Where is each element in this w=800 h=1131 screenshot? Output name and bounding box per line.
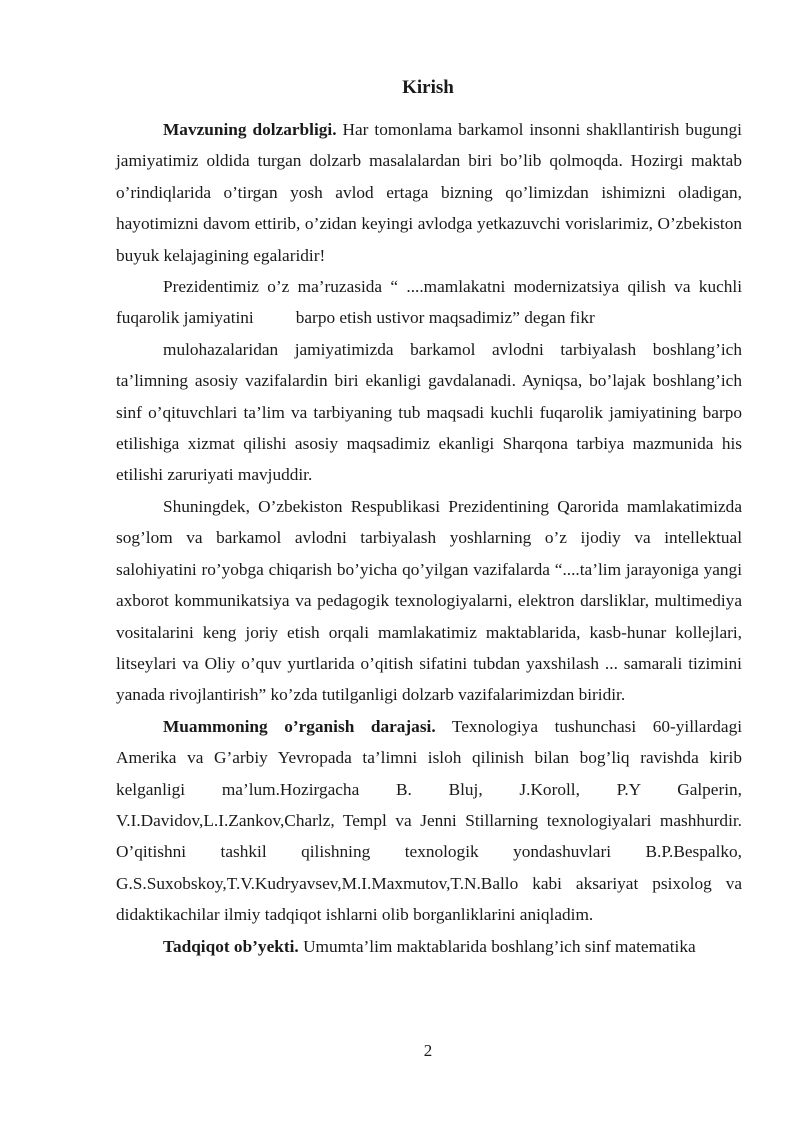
paragraph-resolution [116,491,742,711]
page-title: Kirish [402,77,454,98]
paragraph-text: Prezidentimiz o’z ma’ruzasida “ ....mamlakatni modernizatsiya qilish va kuchli fuqarolik jamiyatini [116,277,742,328]
paragraph-lead: Mavzuning dolzarbligi. [163,120,337,139]
paragraph-president-speech [116,271,742,334]
paragraph-lead: Tadqiqot ob’yekti. [163,936,299,956]
paragraph-text: mulohazalaridan jamiyatimizda barkamol avlodni tarbiyalash boshlang’ich ta’limning asosiy vazifalardin biri ekanligi gavdalanadi. Ayniqsa, bo’lajak boshlang’ich sinf o’qituvchlari ta’lim va tarbiyaning tub maqsadi kuchli fuqarolik jamiyatining barpo etilishiga xizmat qilishi asosiy maqsadimiz ekanligi Sharqona tarbiya mazmunida his etilishi zaruriyati mavjuddir. [116,339,742,485]
paragraph-relevance [116,114,742,271]
paragraph-lead: Muammoning o’rganish darajasi. [163,716,436,736]
paragraph-text-continued: barpo etish ustivor maqsadimiz” degan fikr [295,308,595,328]
paragraph-research-object [116,931,742,962]
document-body [116,114,742,962]
page-number: 2 [423,1041,433,1060]
paragraph-text: Har tomonlama barkamol insonni shakllantirish bugungi jamiyatimiz oldida turgan dolzarb masalalardan biri bo’lib qolmoqda. Hozirgi maktab o’rindiqlarida o’tirgan yosh avlod ertaga bizning qo’limizdan ishimizni oladigan, hayotimizni davom ettirib, o’zidan keyingi avlodga yetkazuvchi vorislarimiz, O’zbekiston buyuk kelajagining egalaridir! [116,120,742,265]
paragraph-study-level [116,711,742,931]
paragraph-text: Umumta’lim maktablarida boshlang’ich sinf matematika [298,936,696,956]
paragraph-conclusion [116,334,742,491]
paragraph-text: Texnologiya tushunchasi 60-yillardagi Amerika va G’arbiy Yevropada ta’limni isloh qilinish bilan bog’liq ravishda kirib kelganligi ma’lum.Hozirgacha B. Bluj, J.Koroll, P.Y Galperin, V.I.Davidov,L.I.Zankov,Charlz, Templ va Jenni Stillarning texnologiyalari mashhurdir. O’qitishni tashkil qilishning texnologik yondashuvlari B.P.Bespalko, G.S.Suxobskoy,T.V.Kudryavsev,M.I.Maxmutov,T.N.Ballo kabi aksariyat psixolog va didaktikachilar ilmiy tadqiqot ishlarni olib borganliklarini aniqladim. [116,716,743,925]
paragraph-text: Shuningdek, O’zbekiston Respublikasi Prezidentining Qarorida mamlakatimizda sog’lom va barkamol avlodni tarbiyalash yoshlarning o’z ijodiy va intellektual salohiyatini ro’yobga chiqarish bo’yicha qo’yilgan vazifalarda “....ta’lim jarayoniga yangi axborot kommunikatsiya va pedagogik texnologiyalarni, elektron darsliklar, multimediya vositalarini keng joriy etish orqali mamlakatimiz maktablarida, kasb-hunar kollejlari, litseylari va Oliy o’quv yurtlarida o’qitish sifatini tubdan yaxshilash ... samarali tizimini yanada rivojlantirish” ko’zda tutilganligi dolzarb vazifalarimizdan biridir. [116,496,742,705]
